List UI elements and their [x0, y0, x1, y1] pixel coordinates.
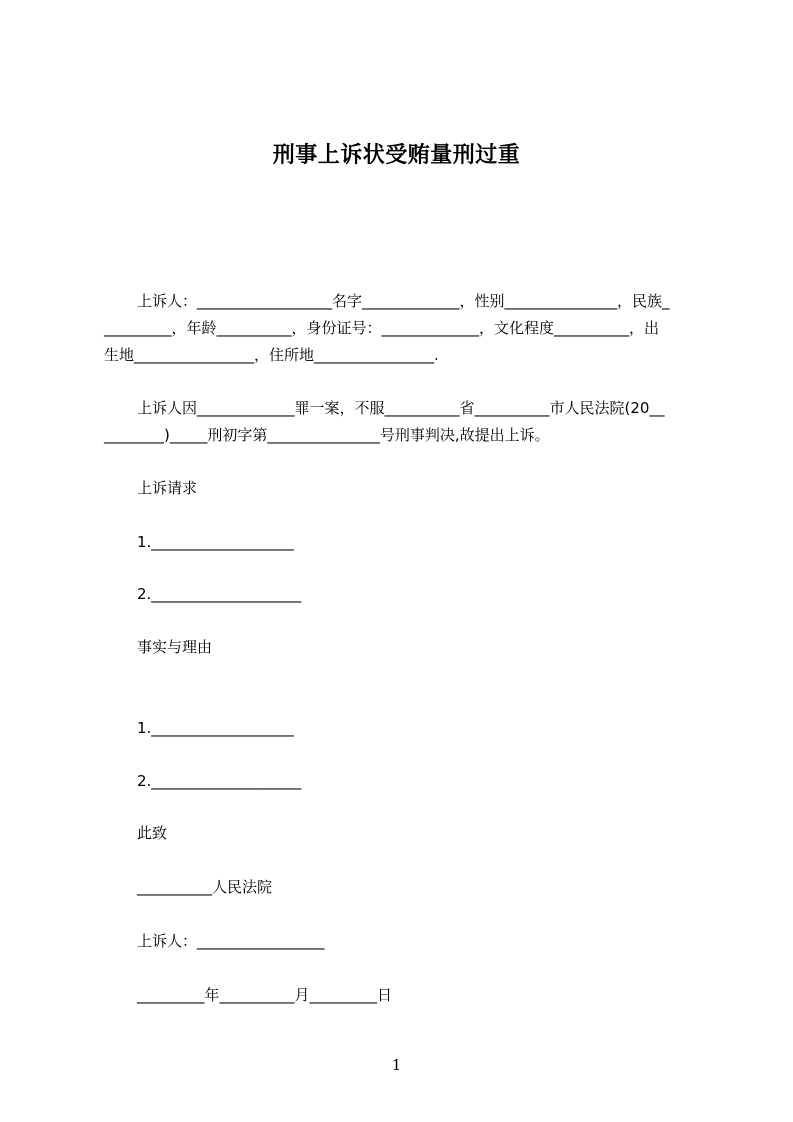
court-name-line: __________人民法院 — [137, 878, 273, 896]
facts-reasons-item-2: 2.____________________ — [137, 772, 302, 790]
appellant-info-line-2: _________，年龄__________，身份证号：_____________，文化程度__________，出 — [104, 319, 660, 337]
document-title: 刑事上诉状受贿量刑过重 — [272, 143, 521, 168]
page-number: 1 — [391, 1056, 402, 1074]
appeal-request-heading: 上诉请求 — [137, 479, 198, 497]
date-line: _________年__________月_________日 — [137, 986, 393, 1004]
facts-reasons-item-1: 1.___________________ — [137, 719, 294, 737]
appeal-request-item-2: 2.____________________ — [137, 585, 302, 603]
appellant-signature-line: 上诉人：_________________ — [137, 932, 325, 950]
facts-reasons-heading: 事实与理由 — [137, 638, 213, 656]
case-info-line-2: ________)_____刑初字第_______________号刑事判决,故提出上诉。 — [104, 426, 550, 444]
case-info-line-1: 上诉人因_____________罪一案，不服__________省__________市人民法院(20__ — [137, 399, 665, 417]
salutation: 此致 — [137, 824, 168, 842]
appellant-info-line-1: 上诉人：__________________名字_____________，性别_______________，民族_ — [137, 292, 670, 310]
appellant-info-line-3: 生地________________，住所地________________. — [104, 346, 439, 364]
appeal-request-item-1: 1.___________________ — [137, 533, 294, 551]
